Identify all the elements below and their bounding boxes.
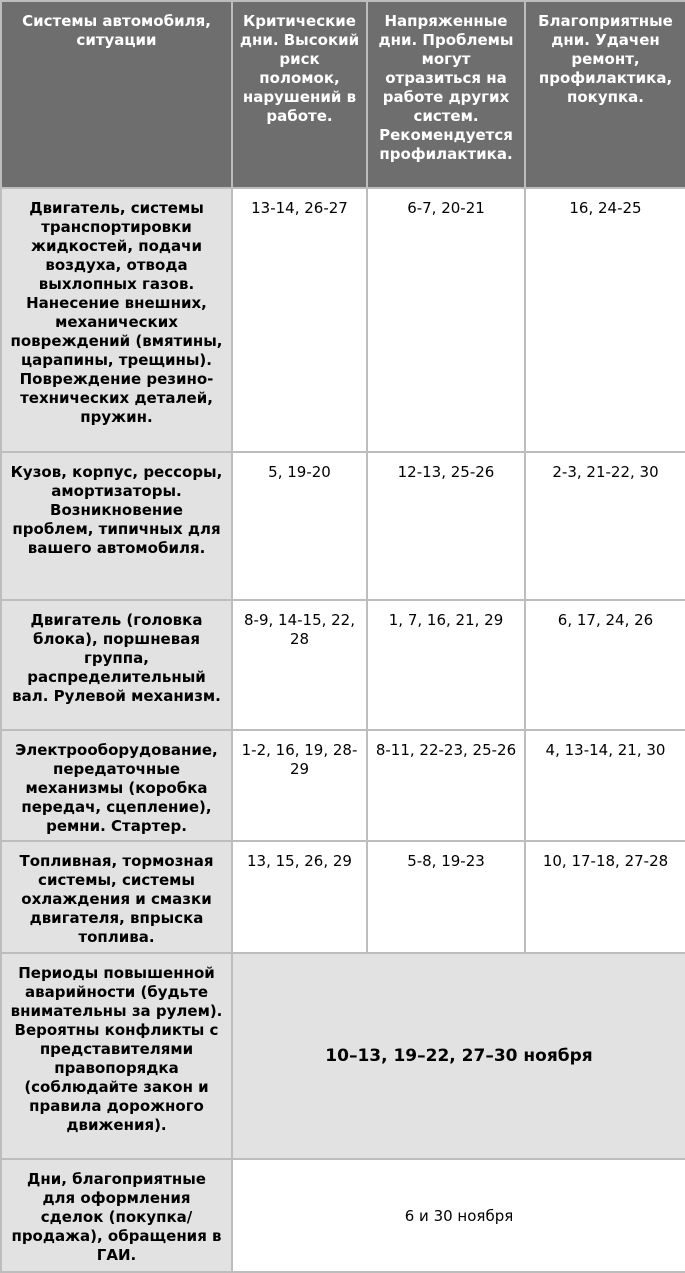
accident-row — [1, 953, 685, 1159]
header-systems: Системы автомобиля, ситуации — [1, 1, 232, 188]
header-critical: Критические дни. Высокий риск поломок, нарушений в работе. — [232, 1, 367, 188]
table-row — [1, 452, 685, 600]
header-favorable: Благоприятные дни. Удачен ремонт, профилактика, покупка. — [525, 1, 685, 188]
row-label: Двигатель, системы транспортировки жидкостей, подачи воздуха, отвода выхлопных газов. Нанесение внешних, механических повреждений (вмятины, царапины, трещины). Повреждение резино-технических деталей, пружин. — [1, 188, 232, 452]
header-row — [1, 1, 685, 188]
row-label: Топливная, тормозная системы, системы охлаждения и смазки двигателя, впрыска топлива. — [1, 841, 232, 953]
critical-days: 13-14, 26-27 — [232, 188, 367, 452]
row-label: Электрооборудование, передаточные механизмы (коробка передач, сцепление), ремни. Стартер. — [1, 730, 232, 841]
favorable-days: 16, 24-25 — [525, 188, 685, 452]
deals-days: 6 и 30 ноября — [232, 1159, 685, 1272]
row-label: Кузов, корпус, рессоры, амортизаторы. Возникновение проблем, типичных для вашего автомобиля. — [1, 452, 232, 600]
tense-days: 6-7, 20-21 — [367, 188, 525, 452]
critical-days: 13, 15, 26, 29 — [232, 841, 367, 953]
deals-row — [1, 1159, 685, 1272]
favorable-days: 6, 17, 24, 26 — [525, 600, 685, 730]
table-row — [1, 730, 685, 841]
tense-days: 8-11, 22-23, 25-26 — [367, 730, 525, 841]
favorable-days: 10, 17-18, 27-28 — [525, 841, 685, 953]
critical-days: 5, 19-20 — [232, 452, 367, 600]
favorable-days: 4, 13-14, 21, 30 — [525, 730, 685, 841]
table-row — [1, 188, 685, 452]
header-tense: Напряженные дни. Проблемы могут отразиться на работе других систем. Рекомендуется профилактика. — [367, 1, 525, 188]
critical-days: 8-9, 14-15, 22, 28 — [232, 600, 367, 730]
accident-label: Периоды повышенной аварийности (будьте внимательны за рулем). Вероятны конфликты с представителями правопорядка (соблюдайте закон и правила дорожного движения). — [1, 953, 232, 1159]
favorable-days: 2-3, 21-22, 30 — [525, 452, 685, 600]
row-label: Двигатель (головка блока), поршневая группа, распределительный вал. Рулевой механизм. — [1, 600, 232, 730]
tense-days: 12-13, 25-26 — [367, 452, 525, 600]
tense-days: 5-8, 19-23 — [367, 841, 525, 953]
tense-days: 1, 7, 16, 21, 29 — [367, 600, 525, 730]
deals-label: Дни, благоприятные для оформления сделок (покупка/продажа), обращения в ГАИ. — [1, 1159, 232, 1272]
table-row — [1, 600, 685, 730]
accident-periods: 10–13, 19–22, 27–30 ноября — [232, 953, 685, 1159]
table-row — [1, 841, 685, 953]
critical-days: 1-2, 16, 19, 28-29 — [232, 730, 367, 841]
